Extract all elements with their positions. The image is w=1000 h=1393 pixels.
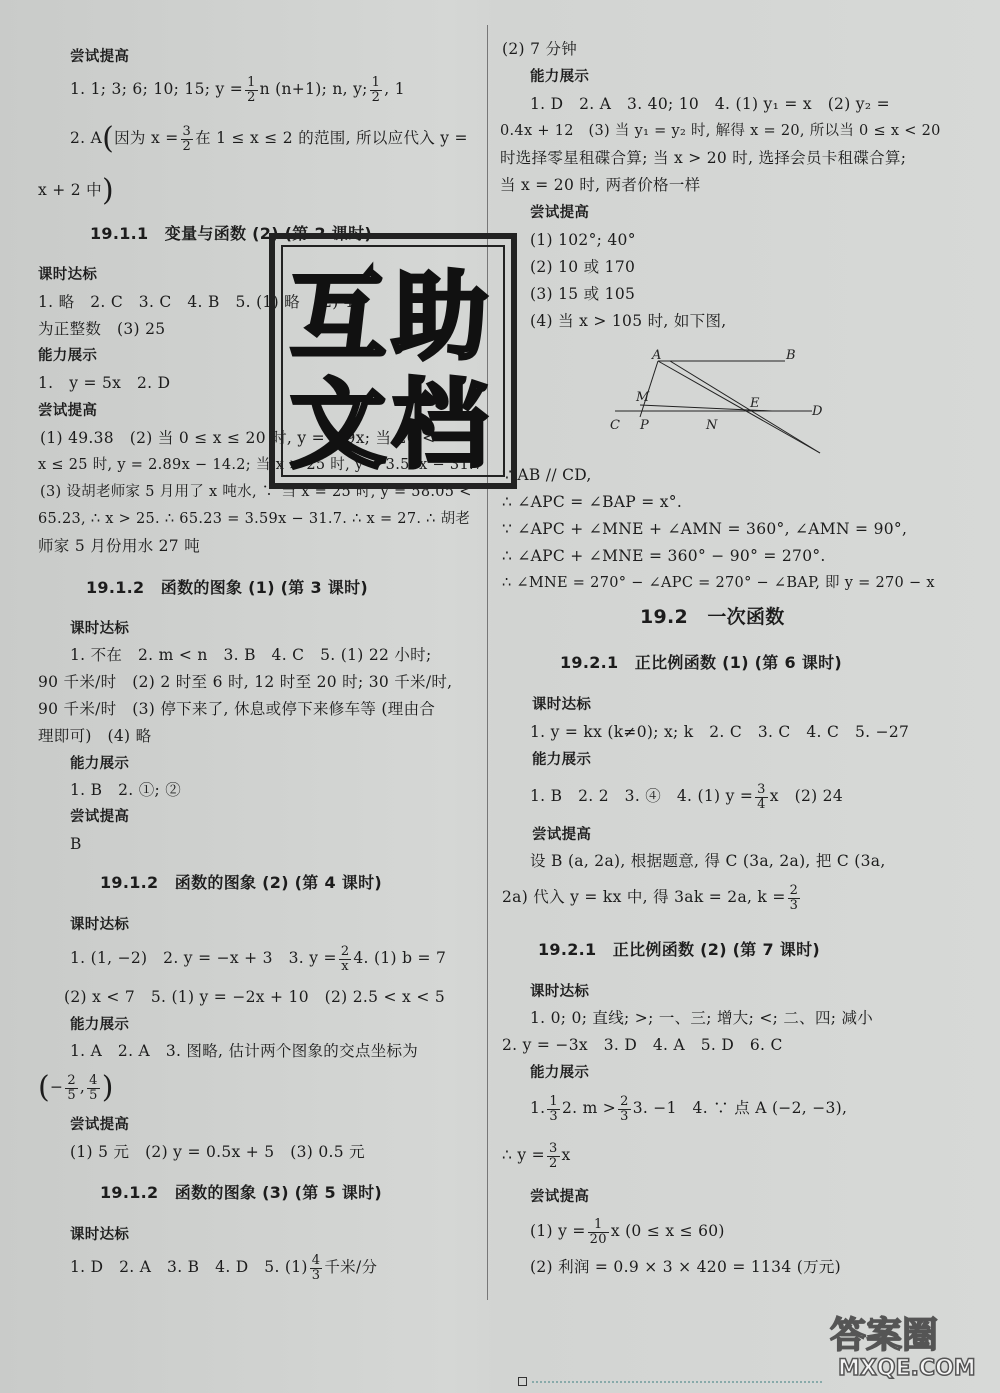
answer-line: ∴ y = $\frac{3}{2}$ x [502,1141,571,1171]
point-label-b: B [786,348,796,363]
geometry-figure [600,345,830,455]
proof-line: ∴ ∠MNE = 270° − ∠APC = 270° − ∠BAP, 即 y = 270 − x [502,575,935,591]
column-divider [487,25,488,1300]
proof-line: ∴ ∠APC = ∠BAP = x°. [502,493,683,511]
label-try: 尝试提高 [70,1117,130,1133]
point-label-a: A [652,348,662,363]
answer-line: 90 千米/时 (3) 停下来了, 休息或停下来修车等 (理由合 [38,700,436,718]
answer-line: (1) 5 元 (2) y = 0.5x + 5 (3) 0.5 元 [70,1143,365,1161]
svg-text:助: 助 [392,261,488,373]
answer-line: (2) 7 分钟 [502,40,578,58]
answer-line: 1. y = 5x 2. D [38,374,171,392]
label-try: 尝试提高 [70,49,130,65]
chapter-title: 19.2 一次函数 [640,606,785,628]
label-ability: 能力展示 [530,69,590,85]
svg-text:MXQE.COM: MXQE.COM [838,1356,976,1379]
answer-line: 师家 5 月份用水 27 吨 [38,537,200,555]
answer-line: (3) 设胡老师家 5 月用了 x 吨水, ∵ 当 x = 25 时, y = 58.05 < [40,484,472,500]
answer-line: 1. 1; 3; 6; 10; 15; y = $\frac{1}{2}$ n (n+1); n, y; $\frac{1}{2}$ , 1 [70,75,405,105]
answer-line: 2. A(因为 x = $\frac{3}{2}$ 在 1 ≤ x ≤ 2 的范围, 所以应代入 y = [70,121,468,156]
answer-line: (− $\frac{2}{5}$ , $\frac{4}{5}$ ) [38,1070,114,1105]
answer-line: (4) 当 x > 105 时, 如下图, [530,312,727,330]
label-standard: 课时达标 [532,697,592,713]
answer-line: (2) 利润 = 0.9 × 3 × 420 = 1134 (万元) [530,1258,842,1276]
label-ability: 能力展示 [530,1065,590,1081]
answer-line: 90 千米/时 (2) 2 时至 6 时, 12 时至 20 时; 30 千米/时, [38,673,453,691]
svg-text:档: 档 [392,369,488,481]
answer-line: 1. B 2. ①; ② [70,781,182,799]
label-standard: 课时达标 [70,917,130,933]
section-title: 19.1.2 函数的图象 (3) (第 5 课时) [100,1183,382,1202]
answer-line: (1) 102°; 40° [530,231,636,249]
label-try: 尝试提高 [530,1189,590,1205]
answer-line: 1. 不在 2. m < n 3. B 4. C 5. (1) 22 小时; [70,646,432,664]
answer-line: 1. D 2. A 3. B 4. D 5. (1) $\frac{4}{3}$ 千米/分 [70,1253,378,1283]
svg-text:答案圈: 答案圈 [830,1315,939,1356]
answer-line: 0.4x + 12 (3) 当 y₁ = y₂ 时, 解得 x = 20, 所以当 0 ≤ x < 20 [500,123,941,139]
point-label-n: N [706,418,718,433]
answer-line: 1. $\frac{1}{3}$ 2. m > $\frac{2}{3}$ 3. −1 4. ∵ 点 A (−2, −3), [530,1094,848,1124]
point-label-p: P [640,418,649,433]
answer-line: 65.23, ∴ x > 25. ∴ 65.23 = 3.59x − 31.7. ∴ x = 27. ∴ 胡老 [38,511,471,527]
label-try: 尝试提高 [532,827,592,843]
answer-line: (3) 15 或 105 [530,285,636,303]
section-title: 19.2.1 正比例函数 (1) (第 6 课时) [560,653,842,672]
answer-circle-watermark [828,1309,978,1379]
answer-line: 时选择零星租碟合算; 当 x > 20 时, 选择会员卡租碟合算; [500,149,907,167]
label-standard: 课时达标 [38,267,98,283]
section-title: 19.1.2 函数的图象 (2) (第 4 课时) [100,873,382,892]
section-title: 19.1.2 函数的图象 (1) (第 3 课时) [86,578,368,597]
proof-line: ∴ ∠APC + ∠MNE = 360° − 90° = 270°. [502,547,826,565]
answer-line: 1. y = kx (k≠0); x; k 2. C 3. C 4. C 5. −27 [530,723,910,741]
answer-line: 1. 略 2. C 3. C 4. B 5. (1) 略 (2) 41 [38,293,365,311]
point-label-e: E [750,396,760,411]
hu-zhu-wen-dang-stamp [268,232,518,490]
label-ability: 能力展示 [70,756,130,772]
answer-line: (2) 10 或 170 [530,258,636,276]
label-standard: 课时达标 [70,621,130,637]
answer-line: 1. (1, −2) 2. y = −x + 3 3. y = $\frac{2}{x}$ 4. (1) b = 7 [70,944,447,974]
label-standard: 课时达标 [530,984,590,1000]
label-ability: 能力展示 [70,1017,130,1033]
label-try: 尝试提高 [38,403,98,419]
answer-line: 为正整数 (3) 25 [38,320,166,338]
proof-line: ∵ ∠APC + ∠MNE + ∠AMN = 360°, ∠AMN = 90°, [502,520,908,538]
answer-line: 2. y = −3x 3. D 4. A 5. D 6. C [502,1036,783,1054]
answer-line: 2a) 代入 y = kx 中, 得 3ak = 2a, k = $\frac{2}{3}$ [502,883,799,913]
answer-line: x ≤ 25 时, y = 2.89x − 14.2; 当 x > 25 时, y = 3.59x − 31.7 [38,457,484,473]
label-ability: 能力展示 [532,752,592,768]
answer-line: 理即可) (4) 略 [38,727,152,745]
point-label-c: C [610,418,620,433]
answer-line: 设 B (a, 2a), 根据题意, 得 C (3a, 2a), 把 C (3a, [530,852,886,870]
point-label-d: D [812,404,823,419]
label-ability: 能力展示 [38,348,98,364]
proof-line: ∵ AB // CD, [502,466,592,484]
answer-line: (1) y = $\frac{1}{20}$ x (0 ≤ x ≤ 60) [530,1217,725,1247]
svg-text:文: 文 [290,369,386,481]
answer-line: B [70,835,82,853]
answer-line: 1. D 2. A 3. 40; 10 4. (1) y₁ = x (2) y₂ = [530,95,890,113]
answer-line: 1. A 2. A 3. 图略, 估计两个图象的交点坐标为 [70,1042,419,1060]
footer-square [518,1377,527,1386]
answer-line: 当 x = 20 时, 两者价格一样 [500,176,701,194]
label-try: 尝试提高 [530,205,590,221]
answer-line: 1. B 2. 2 3. ④ 4. (1) y = $\frac{3}{4}$ x (2) 24 [530,782,843,812]
svg-text:互: 互 [290,261,386,373]
point-label-m: M [636,390,650,405]
answer-line: (2) x < 7 5. (1) y = −2x + 10 (2) 2.5 < x < 5 [64,988,445,1006]
answer-line: x + 2 中) [38,173,114,208]
label-try: 尝试提高 [70,809,130,825]
answer-line: 1. 0; 0; 直线; >; 一、三; 增大; <; 二、四; 减小 [530,1009,874,1027]
section-title: 19.2.1 正比例函数 (2) (第 7 课时) [538,940,820,959]
answer-line: (1) 49.38 (2) 当 0 ≤ x ≤ 20 时, y = 1.9x; 当 20 < [40,429,436,447]
label-standard: 课时达标 [70,1227,130,1243]
section-title: 19.1.1 变量与函数 (2) (第 2 课时) [90,224,372,243]
footer-dotted-line [532,1381,822,1383]
